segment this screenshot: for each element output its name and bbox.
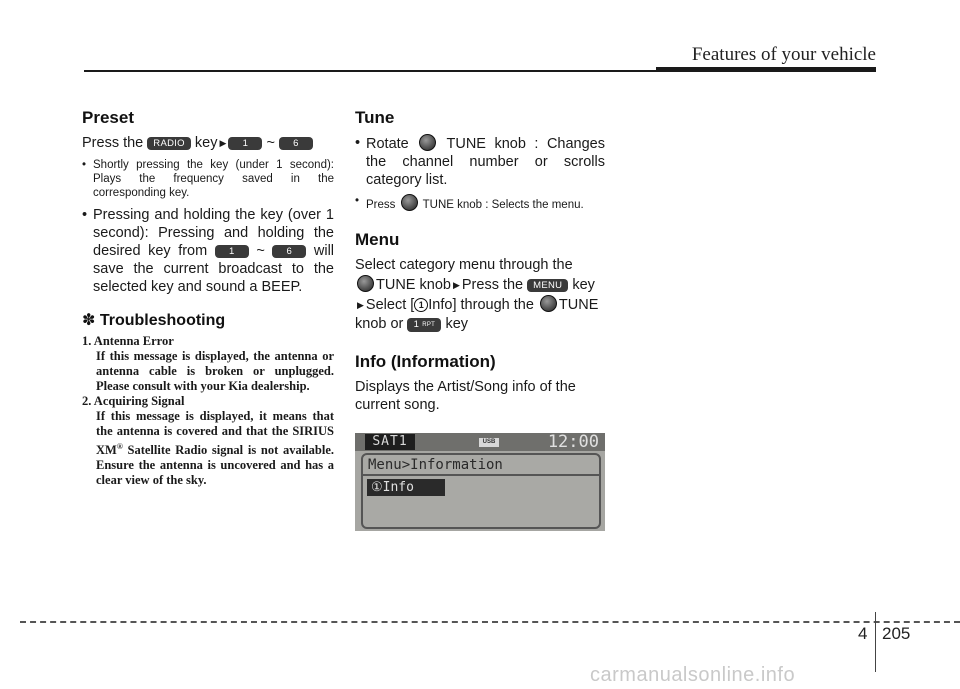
tilde-text: ~ <box>266 135 275 151</box>
trouble-item-2-text-a: If this message is displayed, it means that the antenna is covered and that the SIRIUS XM <box>96 409 334 458</box>
trouble-item-2-title: 2. Acquiring Signal <box>82 394 185 408</box>
hold-key-6: 6 <box>272 245 306 258</box>
radio-key: RADIO <box>147 137 191 150</box>
right-column <box>355 108 605 414</box>
screen-menu-panel <box>361 453 601 529</box>
footer-rule <box>20 621 960 623</box>
info-body: Displays the Artist/Song info of the current song. <box>355 379 576 413</box>
preset-heading: Preset <box>82 108 134 127</box>
arrow-right-icon-2: ▶ <box>452 280 460 290</box>
left-column <box>82 108 334 488</box>
menu-info-text: Info] through the <box>428 297 534 313</box>
preset-hold-text: Pressing and holding the key (over 1 second): Pressing and holding the desired key from <box>93 207 334 259</box>
menu-line-1: Select category menu through the <box>355 257 573 273</box>
screen-item-number: ① <box>371 480 383 495</box>
rpt-key-label: RPT <box>422 322 436 328</box>
usb-icon: USB <box>479 438 499 447</box>
rpt-key-number: 1 <box>413 319 420 330</box>
tune-knob-icon-2 <box>401 194 418 211</box>
menu-key-text-2: key <box>445 316 469 332</box>
menu-heading: Menu <box>355 230 400 249</box>
tune-knob-icon-3 <box>357 275 374 292</box>
menu-knob-or-text: knob or <box>355 316 404 332</box>
troubleshooting-heading: ✽ Troubleshooting <box>82 312 226 329</box>
preset-key-6: 6 <box>279 137 313 150</box>
tilde-text-2: ~ <box>256 243 265 259</box>
trouble-item-2-text-b: Satellite Radio signal is not available. Ensure the antenna is uncovered and has a clear view of the sky. <box>96 443 334 488</box>
info-heading: Info (Information) <box>355 352 496 371</box>
chapter-number: 4 <box>858 624 868 643</box>
arrow-right-icon-3: ▶ <box>357 300 364 310</box>
menu-key-text: key <box>572 277 595 293</box>
header-title: Features of your vehicle <box>691 44 876 65</box>
trouble-item-2-body <box>82 409 334 488</box>
tune-heading: Tune <box>355 108 395 127</box>
tune-knob-icon-4 <box>540 295 557 312</box>
trouble-item-1-title: 1. Antenna Error <box>82 334 174 348</box>
menu-instructions <box>355 256 605 334</box>
screen-sat-label: SAT1 <box>365 434 415 450</box>
screen-menu-path: Menu>Information <box>368 457 503 473</box>
screen-clock: 12:00 <box>547 433 599 452</box>
screen-info-item <box>367 479 445 496</box>
header-rule-accent <box>656 67 876 72</box>
menu-tune-text: TUNE <box>558 297 599 313</box>
tune-knob-icon <box>419 134 436 151</box>
number-one-icon: 1 <box>414 298 428 312</box>
tune-press-text: Press <box>366 199 396 211</box>
screen-item-label: Info <box>382 480 414 495</box>
preset-hold-result: will save the current broadcast to the selected key and sound a BEEP. <box>93 243 335 295</box>
watermark: carmanualsonline.info <box>590 664 796 686</box>
menu-select-text: Select [ <box>365 297 415 313</box>
tune-bullet-press <box>355 194 605 212</box>
arrow-right-icon: ▶ <box>219 138 227 148</box>
radio-display-screen <box>355 433 605 531</box>
footer-divider <box>875 612 876 672</box>
tune-rotate-text: Rotate <box>366 136 409 152</box>
registered-mark: ® <box>116 442 123 451</box>
screen-divider <box>363 474 599 476</box>
trouble-item-1-body: If this message is displayed, the antenna or antenna cable is broken or unplugged. Please consult with your Kia dealership. <box>96 349 334 393</box>
tune-bullet-rotate <box>355 134 605 189</box>
preset-bullet-hold <box>82 206 334 296</box>
page-number: 205 <box>882 624 911 643</box>
menu-key: MENU <box>527 279 568 292</box>
menu-press-text: Press the <box>461 277 524 293</box>
troubleshooting-list <box>82 334 334 488</box>
preset-instruction <box>82 134 334 152</box>
preset-key-text: key <box>194 135 218 151</box>
rpt-key <box>407 318 441 332</box>
preset-bullet-short: • Shortly pressing the key (under 1 second): Plays the frequency saved in the corresponding key. <box>82 158 334 200</box>
tune-rotate-desc: TUNE knob : Changes the channel number or scrolls category list. <box>366 136 605 188</box>
menu-tune-knob-text: TUNE knob <box>376 277 451 293</box>
tune-press-desc: TUNE knob : Selects the menu. <box>422 199 584 211</box>
hold-key-1: 1 <box>215 245 249 258</box>
preset-press-text: Press the <box>82 135 144 151</box>
preset-key-1: 1 <box>228 137 262 150</box>
